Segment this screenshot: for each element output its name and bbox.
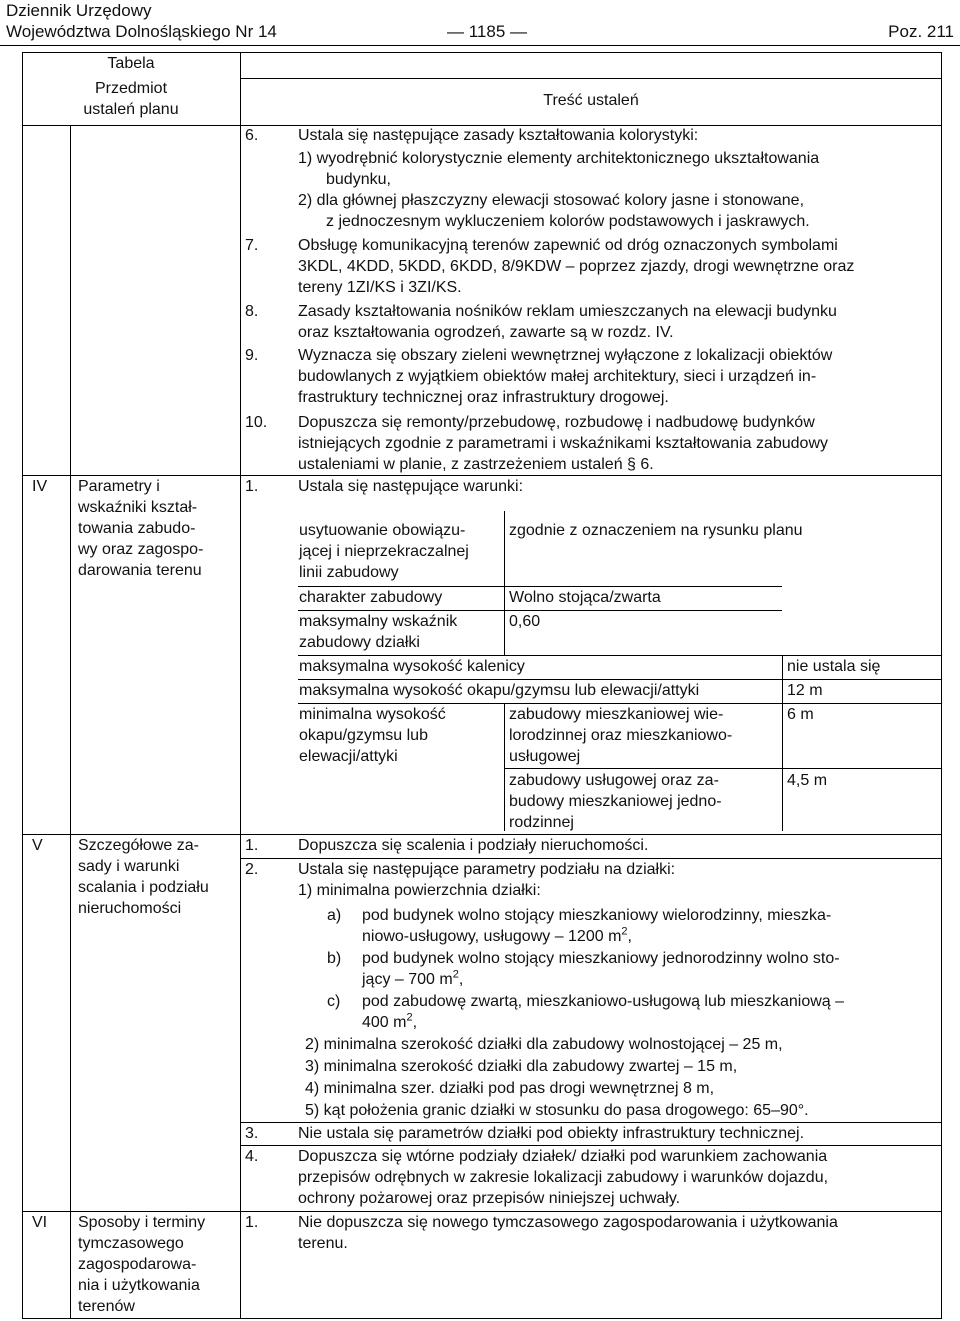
param-sublabel: zabudowy usługowej oraz za- <box>509 772 719 789</box>
subitem-letter: b) <box>327 950 342 967</box>
num-column-divider <box>70 125 71 1319</box>
param-value: 12 m <box>787 682 823 699</box>
item-text: Ustala się następujące parametry podziału na działki: <box>298 861 676 878</box>
section-vi-label: tymczasowego <box>78 1235 184 1252</box>
item-text: Nie ustala się parametrów działki pod obiekty infrastruktury technicznej. <box>298 1125 805 1142</box>
param-sublabel: usługowej <box>509 748 581 765</box>
section-iv-label: towania zabudo- <box>78 520 196 537</box>
param-label: okapu/gzymsu lub <box>299 727 428 744</box>
param-label: maksymalna wysokość okapu/gzymsu lub elewacji/attyki <box>299 682 700 699</box>
item-text: frastruktury technicznej oraz infrastruktury drogowej. <box>298 389 669 406</box>
subitem-text: 4) minimalna szer. działki pod pas drogi wewnętrznej 8 m, <box>305 1080 715 1097</box>
section-vi-number: VI <box>32 1214 48 1231</box>
item-text: Ustala się następujące zasady kształtowania kolorystyki: <box>298 127 699 144</box>
param-sublabel: zabudowy mieszkaniowej wie- <box>509 706 724 723</box>
subitem-text: pod budynek wolno stojący mieszkaniowy jednorodzinny wolno sto- <box>362 950 840 967</box>
section-v-label: nieruchomości <box>78 900 182 917</box>
table-caption: Tabela <box>107 55 155 72</box>
param-value: zgodnie z oznaczeniem na rysunku planu <box>509 522 803 539</box>
param-label: maksymalna wysokość kalenicy <box>299 658 525 675</box>
item-text: 1) wyodrębnić kolorystycznie elementy architektonicznego ukształtowania <box>298 150 820 167</box>
item-text: Dopuszcza się wtórne podziały działek/ działki pod warunkiem zachowania <box>298 1148 828 1165</box>
item-number: 8. <box>245 303 259 320</box>
subitem-text: 5) kąt położenia granic działki w stosunku do pasa drogowego: 65–90°. <box>305 1102 809 1119</box>
item-text: ustaleniami w planie, z zastrzeżeniem ustaleń § 6. <box>298 456 654 473</box>
item-text: terenu. <box>298 1235 348 1252</box>
header-rule <box>0 45 960 46</box>
item-text: przepisów odrębnych w zakresie lokalizacji zabudowy i warunków dojazdu, <box>298 1169 829 1186</box>
subitem-letter: a) <box>327 907 342 924</box>
params-divider <box>504 703 505 831</box>
page-number: — 1185 — <box>447 22 528 41</box>
params-rule <box>504 768 942 769</box>
param-sublabel: lorodzinnej oraz mieszkaniowo- <box>509 727 733 744</box>
section-vi-label: terenów <box>78 1298 135 1315</box>
param-label: maksymalny wskaźnik <box>299 613 458 630</box>
param-label: minimalna wysokość <box>299 706 446 723</box>
section-iv-label: darowania terenu <box>78 562 202 579</box>
journal-subtitle: Województwa Dolnośląskiego Nr 14 <box>6 22 277 41</box>
item-number: 2. <box>245 861 259 878</box>
item-text: Nie dopuszcza się nowego tymczasowego zagospodarowania i użytkowania <box>298 1214 838 1231</box>
item-text: 2) dla głównej płaszczyzny elewacji stosować kolory jasne i stonowane, <box>298 192 805 209</box>
subitem-text: jący – 700 $m^2$, <box>362 968 464 988</box>
section-v-label: Szczegółowe za- <box>78 837 199 854</box>
caption-row-rule <box>240 78 942 79</box>
item-text: tereny 1ZI/KS i 3ZI/KS. <box>298 279 462 296</box>
section-iv-label: Parametry i <box>78 478 160 495</box>
section-vi-label: nia i użytkowania <box>78 1277 200 1294</box>
item-number: 7. <box>245 237 259 254</box>
column-divider <box>240 52 241 1319</box>
item-text: budowlanych z wyjątkiem obiektów małej architektury, sieci i urządzeń in- <box>298 368 817 385</box>
param-label: jącej i nieprzekraczalnej <box>299 543 469 560</box>
item-text: Dopuszcza się scalenia i podziały nieruchomości. <box>298 837 649 854</box>
journal-title: Dziennik Urzędowy <box>6 1 152 20</box>
subitem-text: 3) minimalna szerokość działki dla zabudowy zwartej – 15 m, <box>305 1058 738 1075</box>
param-label: charakter zabudowy <box>299 589 443 606</box>
param-label: elewacji/attyki <box>299 748 398 765</box>
section-iv-number: IV <box>32 478 48 495</box>
col1-header-line2: ustaleń planu <box>83 101 179 118</box>
section-v-label: sady i warunki <box>78 858 180 875</box>
section-v-label: scalania i podziału <box>78 879 209 896</box>
subitem-text: niowo-usługowy, usługowy – 1200 $m^2$, <box>362 925 632 945</box>
item-text: budynku, <box>326 171 391 188</box>
param-value: 6 m <box>787 706 814 723</box>
item-number: 1. <box>245 837 259 854</box>
subitem-text: pod budynek wolno stojący mieszkaniowy wielorodzinny, mieszka- <box>362 907 832 924</box>
item-text: Zasady kształtowania nośników reklam umieszczanych na elewacji budynku <box>298 303 837 320</box>
param-sublabel: rodzinnej <box>509 814 574 831</box>
item-text: Dopuszcza się remonty/przebudowę, rozbudowę i nadbudowę budynków <box>298 414 815 431</box>
item-text: Ustala się następujące warunki: <box>298 478 524 495</box>
section-iv-label: wy oraz zagospo- <box>78 541 204 558</box>
position-number: Poz. 211 <box>888 22 954 41</box>
subitem-text: 2) minimalna szerokość działki dla zabudowy wolnostojącej – 25 m, <box>305 1036 783 1053</box>
section-v-number: V <box>32 837 43 854</box>
param-value: 4,5 m <box>787 772 828 789</box>
item-number: 10. <box>245 414 268 431</box>
section-vi-label: Sposoby i terminy <box>78 1214 206 1231</box>
param-label: linii zabudowy <box>299 564 399 581</box>
subitem-letter: c) <box>327 993 341 1010</box>
item-text: istniejących zgodnie z parametrami i wskaźnikami kształtowania zabudowy <box>298 435 829 452</box>
item-number: 1. <box>245 478 259 495</box>
page-header <box>6 0 956 44</box>
param-label: zabudowy działki <box>299 634 420 651</box>
param-label: usytuowanie obowiązu- <box>299 522 466 539</box>
section-iv-label: wskaźniki kształ- <box>78 499 198 516</box>
item-text: 1) minimalna powierzchnia działki: <box>298 882 541 899</box>
col1-header-line1: Przedmiot <box>94 80 168 97</box>
params-divider <box>782 655 783 831</box>
subitem-text: pod zabudowę zwartą, mieszkaniowo-usługową lub mieszkaniową – <box>362 993 845 1010</box>
item-number: 3. <box>245 1125 259 1142</box>
item-text: oraz kształtowania ogrodzeń, zawarte są w rozdz. IV. <box>298 324 674 341</box>
params-divider <box>504 511 505 655</box>
item-text: z jednoczesnym wykluczeniem kolorów podstawowych i jaskrawych. <box>326 213 810 230</box>
section-vi-label: zagospodarowa- <box>78 1256 197 1273</box>
item-number: 1. <box>245 1214 259 1231</box>
item-text: Obsługę komunikacyjną terenów zapewnić od dróg oznaczonych symbolami <box>298 237 838 254</box>
header-row-rule-left <box>22 125 241 126</box>
param-sublabel: budowy mieszkaniowej jedno- <box>509 793 722 810</box>
item-number: 4. <box>245 1148 259 1165</box>
item-text: ochrony pożarowej oraz przepisów niniejszej uchwały. <box>298 1190 681 1207</box>
item-number: 9. <box>245 347 259 364</box>
param-value: 0,60 <box>509 613 541 630</box>
col2-header: Treść ustaleń <box>543 92 639 109</box>
item-text: Wyznacza się obszary zieleni wewnętrznej wyłączone z lokalizacji obiektów <box>298 347 833 364</box>
item-number: 6. <box>245 127 259 144</box>
item-text: 3KDL, 4KDD, 5KDD, 6KDD, 8/9KDW – poprzez zjazdy, drogi wewnętrzne oraz <box>298 258 855 275</box>
subitem-text: 400 $m^2$, <box>362 1011 418 1031</box>
param-value: nie ustala się <box>787 658 881 675</box>
param-value: Wolno stojąca/zwarta <box>509 589 661 606</box>
